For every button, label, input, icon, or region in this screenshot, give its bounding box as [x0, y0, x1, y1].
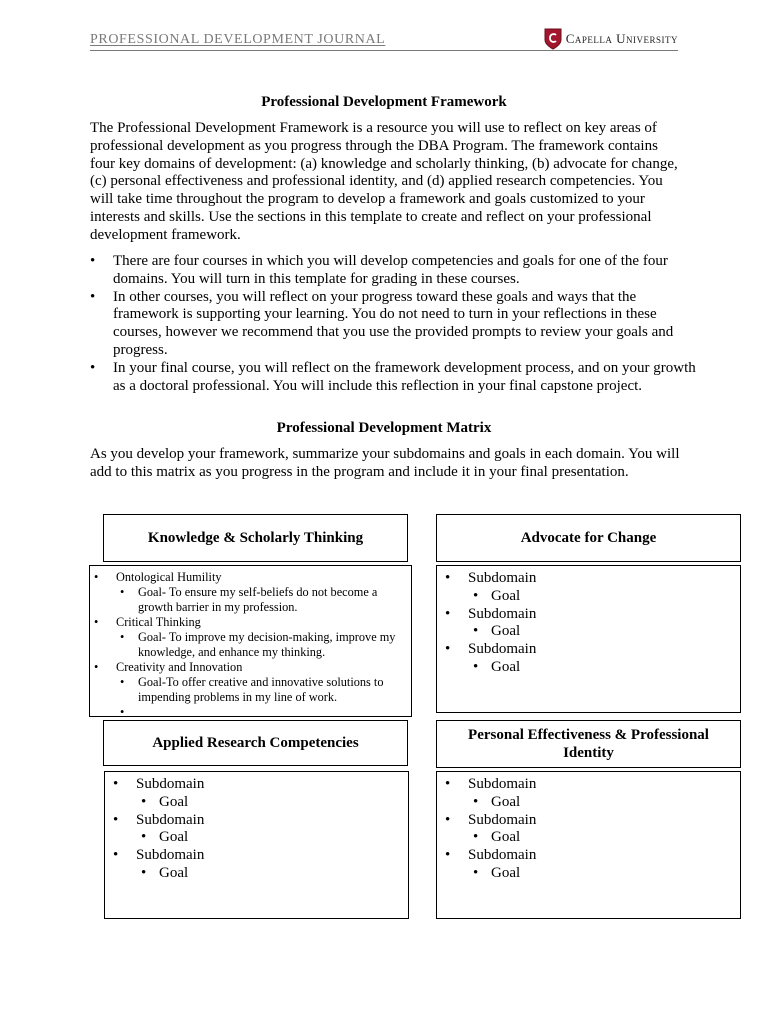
shield-icon	[544, 28, 562, 50]
framework-intro: The Professional Development Framework is a resource you will use to reflect on key areas of professional development as you progress through the DBA Program. The framework contains four key domains of development: (a) knowledge and scholarly thinking, (b) advocate for change, (c) personal effectiveness and professional identity, and (d) applied research competencies. You will take time throughout the program to develop a framework and goals customized to your interests and skills. Use the sections in this template to create and reflect on your professional development framework.	[90, 120, 678, 243]
goal-item: • Goal	[468, 865, 740, 883]
framework-heading: Professional Development Framework	[261, 94, 507, 110]
list-item	[90, 570, 411, 615]
capella-logo	[544, 28, 678, 50]
framework-bullet: • In other courses, you will reflect on your progress toward these goals and ways that the framework is supporting your learning. You do not need to turn in your reflections in these courses, however we recommend that you use the provided prompts to review your goals and progress.	[113, 289, 703, 360]
goal-item: • Goal	[468, 794, 740, 812]
matrix-intro: As you develop your framework, summarize your subdomains and goals in each domain. You will add to this matrix as you progress in the program and include it in your final presentation.	[90, 446, 680, 480]
advocate-domain-title-box	[436, 514, 741, 562]
knowledge-domain-title: Knowledge & Scholarly Thinking	[147, 530, 364, 546]
subdomain-label: Subdomain	[468, 570, 537, 586]
logo-text: Capella University	[565, 31, 678, 46]
knowledge-domain-title-box	[103, 514, 408, 562]
advocate-subdomain-list	[437, 570, 740, 677]
journal-title: PROFESSIONAL DEVELOPMENT JOURNAL	[90, 32, 386, 47]
applied-domain-content	[104, 771, 409, 919]
goal-item: • Goal	[468, 623, 740, 641]
list-item	[105, 847, 408, 883]
goal-item: • Goal	[468, 829, 740, 847]
subdomain-label: Subdomain	[468, 811, 537, 828]
goal-item: • Goal	[468, 659, 740, 677]
subdomain-label: Subdomain	[468, 605, 537, 622]
list-item	[437, 641, 740, 677]
subdomain-label: Ontological Humility	[116, 570, 222, 584]
personal-subdomain-list	[437, 776, 740, 883]
goal-item: • Goal- To ensure my self-beliefs do not become a growth barrier in my profession.	[116, 585, 411, 615]
list-item	[105, 776, 408, 812]
personal-domain-content	[436, 771, 741, 919]
goal-item: • Goal	[136, 829, 408, 847]
personal-domain-title-box	[436, 720, 741, 768]
personal-domain-title: Personal Effectiveness & Professional Identity	[468, 727, 709, 761]
applied-domain-title: Applied Research Competencies	[152, 735, 359, 751]
subdomain-label: Subdomain	[136, 811, 205, 828]
applied-subdomain-list	[105, 776, 408, 883]
applied-domain-title-box	[103, 720, 408, 766]
subdomain-label: Subdomain	[468, 776, 537, 792]
goal-item: • Goal	[136, 865, 408, 883]
list-item	[437, 606, 740, 642]
matrix-heading: Professional Development Matrix	[276, 420, 492, 436]
page-header	[90, 28, 678, 51]
list-item	[437, 812, 740, 848]
knowledge-subdomain-list	[90, 570, 411, 705]
subdomain-label: Subdomain	[468, 641, 537, 658]
list-item	[105, 812, 408, 848]
goal-item: • Goal- To improve my decision-making, improve my knowledge, and enhance my thinking.	[116, 630, 411, 660]
subdomain-label: Subdomain	[136, 847, 205, 864]
framework-bullet: • There are four courses in which you will develop competencies and goals for one of the four domains. You will turn in this template for grading in these courses.	[113, 253, 703, 289]
advocate-domain-content	[436, 565, 741, 713]
goal-item: • Goal	[468, 588, 740, 606]
framework-bullet: • In your final course, you will reflect on the framework development process, and on your growth as a doctoral professional. You will include this reflection in your final capstone project.	[113, 360, 703, 396]
goal-item: • Goal-To offer creative and innovative solutions to impending problems in my line of work.	[116, 675, 411, 705]
framework-bullet-list	[90, 253, 703, 395]
advocate-domain-title: Advocate for Change	[520, 530, 657, 546]
list-item	[90, 615, 411, 660]
goal-item: • Goal	[136, 794, 408, 812]
subdomain-label: Subdomain	[468, 847, 537, 864]
subdomain-label: Subdomain	[136, 776, 205, 792]
subdomain-label: Creativity and Innovation	[116, 660, 243, 674]
list-item	[90, 660, 411, 705]
list-item	[437, 776, 740, 812]
list-item	[437, 570, 740, 606]
knowledge-domain-content	[89, 565, 412, 717]
list-item	[437, 847, 740, 883]
subdomain-label: Critical Thinking	[116, 615, 201, 629]
